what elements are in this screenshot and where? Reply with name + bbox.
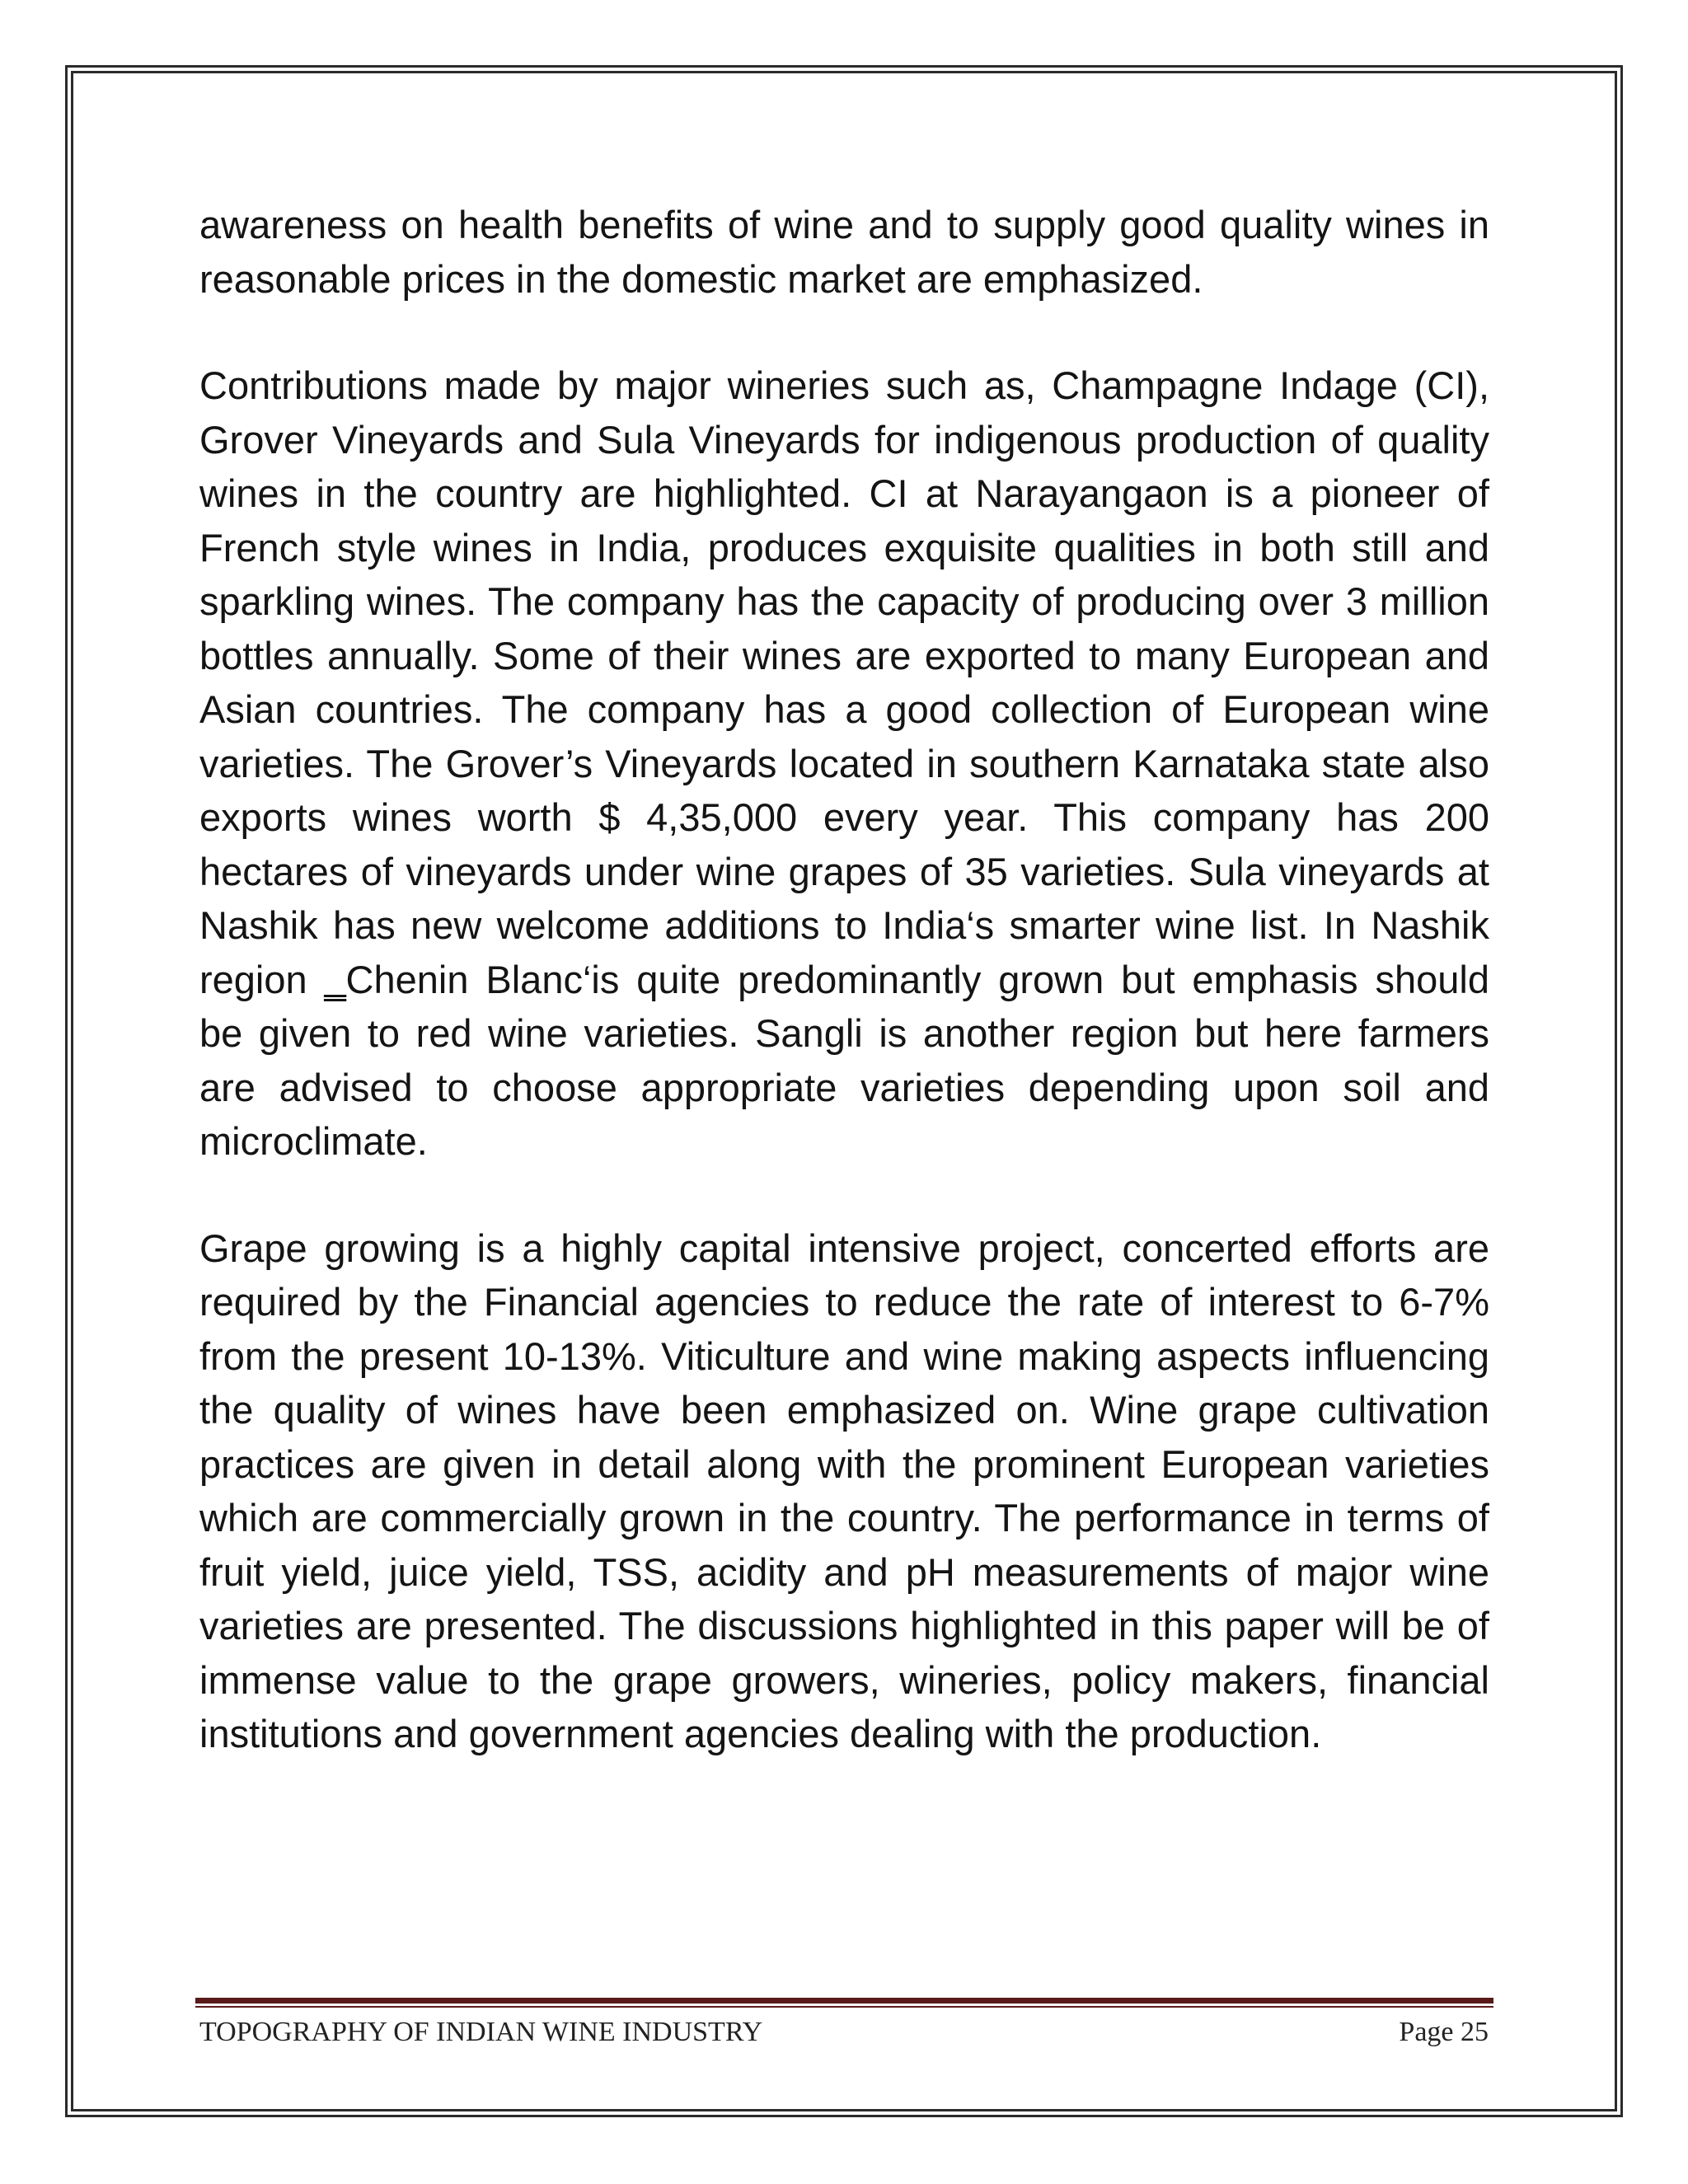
- footer-document-title: TOPOGRAPHY OF INDIAN WINE INDUSTRY: [199, 2017, 763, 2047]
- footer-rule-thin: [195, 2006, 1493, 2008]
- paragraph-grape-growing: Grape growing is a highly capital intensive project, concerted efforts are required by the Financial agencies to reduce the rate of interest to 6-7% from the present 10-13%. Viticulture and wine making aspects influencing the quality of wines have been emphasized on. Wine grape cultivation practices are given in detail along with the prominent European varieties which are commercially grown in the country. The performance in terms of fruit yield, juice yield, TSS, acidity and pH measurements of major wine varieties are presented. The discussions highlighted in this paper will be of immense value to the grape growers, wineries, policy makers, financial institutions and government agencies dealing with the production.: [199, 1226, 1489, 1755]
- paragraph-intro-continuation: awareness on health benefits of wine and to supply good quality wines in reasonable prices in the domestic market are emphasized.: [199, 203, 1489, 301]
- paragraph-wineries: Contributions made by major wineries such as, Champagne Indage (CI), Grover Vineyards and Sula Vineyards for indigenous production of quality wines in the country are highlighted. CI at Narayangaon is a pioneer of French style wines in India, produces exquisite qualities in both still and sparkling wines. The company has the capacity of producing over 3 million bottles annually. Some of their wines are exported to many European and Asian countries. The company has a good collection of European wine varieties. The Grover’s Vineyards located in southern Karnataka state also exports wines worth $ 4,35,000 every year. This company has 200 hectares of vineyards under wine grapes of 35 varieties. Sula vineyards at Nashik has new welcome additions to India‘s smarter wine list. In Nashik region ‗Chenin Blanc‘is quite predominantly grown but emphasis should be given to red wine varieties. Sangli is another region but here farmers are advised to choose appropriate varieties depending upon soil and microclimate.: [199, 363, 1489, 1163]
- footer-rule-thick: [195, 1998, 1493, 2004]
- document-body: [199, 198, 1489, 1814]
- footer-page-number: Page 25: [1399, 2017, 1489, 2047]
